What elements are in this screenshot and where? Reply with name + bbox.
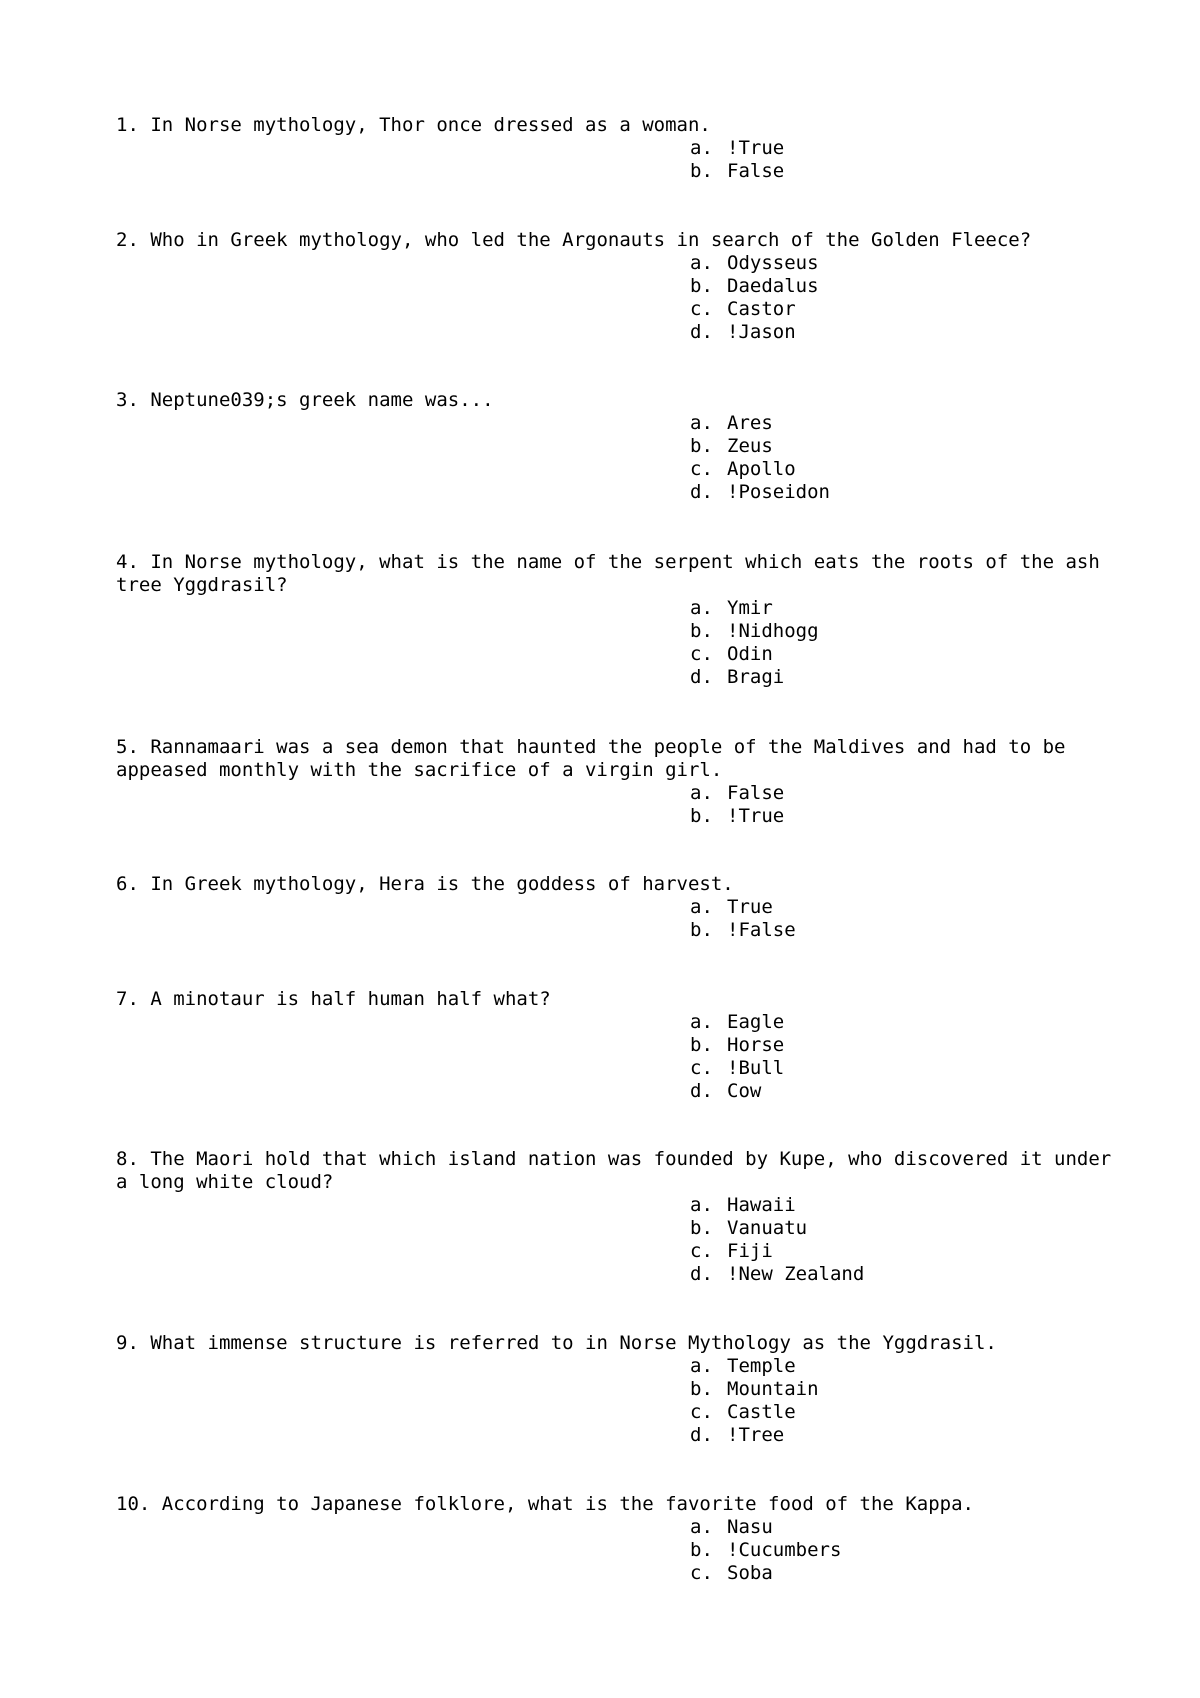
option-letter: b.	[690, 1539, 713, 1561]
option-text: Castor	[727, 298, 796, 320]
question-3	[116, 389, 1116, 504]
option-letter: b.	[690, 1034, 713, 1056]
answer-option	[690, 1401, 1116, 1424]
option-text: Daedalus	[727, 275, 819, 297]
question-6	[116, 873, 1116, 942]
option-letter: a.	[690, 137, 713, 159]
answer-option	[690, 1562, 1116, 1585]
question-text	[116, 551, 1116, 597]
option-letter: d.	[690, 1424, 713, 1446]
answer-option	[690, 298, 1116, 321]
answer-option	[690, 1194, 1116, 1217]
option-letter: b.	[690, 435, 713, 457]
option-letter: c.	[690, 1057, 713, 1079]
question-number: 4.	[116, 551, 139, 573]
question-4	[116, 551, 1116, 689]
option-letter: b.	[690, 160, 713, 182]
answer-option	[690, 435, 1116, 458]
question-text	[116, 229, 1116, 252]
option-text: Castle	[727, 1401, 796, 1423]
question-number: 9.	[116, 1332, 139, 1354]
option-text: Apollo	[727, 458, 796, 480]
option-letter: c.	[690, 643, 713, 665]
question-number: 3.	[116, 389, 139, 411]
question-body: According to Japanese folklore, what is the favorite food of the Kappa.	[161, 1493, 974, 1515]
option-text: Mountain	[727, 1378, 819, 1400]
answer-option	[690, 1240, 1116, 1263]
answer-option	[690, 643, 1116, 666]
answer-option	[690, 1217, 1116, 1240]
answer-option	[690, 620, 1116, 643]
option-text: !Bull	[727, 1057, 785, 1079]
option-text: Eagle	[727, 1011, 785, 1033]
option-text: Bragi	[727, 666, 785, 688]
answer-option	[690, 1034, 1116, 1057]
question-text	[116, 1332, 1116, 1355]
option-text: Fiji	[727, 1240, 773, 1262]
question-8	[116, 1148, 1123, 1286]
option-text: Soba	[727, 1562, 773, 1584]
question-text	[116, 736, 1116, 782]
option-letter: b.	[690, 805, 713, 827]
answer-option	[690, 782, 1116, 805]
option-letter: b.	[690, 1378, 713, 1400]
question-text	[116, 114, 1116, 137]
option-letter: b.	[690, 1217, 713, 1239]
answer-options	[690, 1194, 1116, 1286]
question-9	[116, 1332, 1116, 1447]
option-letter: c.	[690, 1401, 713, 1423]
question-text	[116, 389, 1116, 412]
question-body: In Greek mythology, Hera is the goddess of harvest.	[150, 873, 734, 895]
option-letter: b.	[690, 275, 713, 297]
question-10	[116, 1493, 1116, 1585]
option-text: !True	[727, 137, 785, 159]
answer-option	[690, 458, 1116, 481]
question-number: 7.	[116, 988, 139, 1010]
question-number: 6.	[116, 873, 139, 895]
answer-options	[690, 137, 1116, 183]
answer-options	[690, 896, 1116, 942]
answer-option	[690, 1011, 1116, 1034]
answer-option	[690, 1355, 1116, 1378]
question-body: The Maori hold that which island nation was founded by Kupe, who discovered it under a long white cloud?	[116, 1148, 1123, 1193]
option-letter: a.	[690, 1516, 713, 1538]
option-text: Hawaii	[727, 1194, 796, 1216]
option-letter: a.	[690, 252, 713, 274]
question-body: Neptune039;s greek name was...	[150, 389, 494, 411]
option-letter: c.	[690, 458, 713, 480]
answer-option	[690, 275, 1116, 298]
answer-option	[690, 137, 1116, 160]
option-letter: d.	[690, 321, 713, 343]
answer-option	[690, 481, 1116, 504]
option-text: Cow	[727, 1080, 762, 1102]
option-letter: a.	[690, 896, 713, 918]
answer-option	[690, 1516, 1116, 1539]
question-2	[116, 229, 1116, 344]
answer-option	[690, 1080, 1116, 1103]
answer-option	[690, 252, 1116, 275]
option-text: !Jason	[727, 321, 796, 343]
option-text: Ymir	[727, 597, 773, 619]
option-text: Ares	[727, 412, 773, 434]
question-body: In Norse mythology, Thor once dressed as a woman.	[150, 114, 711, 136]
question-7	[116, 988, 1116, 1103]
option-text: !False	[727, 919, 796, 941]
answer-option	[690, 160, 1116, 183]
option-letter: c.	[690, 298, 713, 320]
answer-options	[690, 782, 1116, 828]
answer-options	[690, 597, 1116, 689]
answer-option	[690, 597, 1116, 620]
question-number: 1.	[116, 114, 139, 136]
question-body: In Norse mythology, what is the name of the serpent which eats the roots of the ash tree Yggdrasil?	[116, 551, 1112, 596]
answer-option	[690, 1263, 1116, 1286]
answer-option	[690, 321, 1116, 344]
option-letter: c.	[690, 1562, 713, 1584]
option-letter: c.	[690, 1240, 713, 1262]
question-text	[116, 1148, 1123, 1194]
question-number: 5.	[116, 736, 139, 758]
answer-options	[690, 412, 1116, 504]
option-text: False	[727, 160, 785, 182]
answer-option	[690, 412, 1116, 435]
option-letter: d.	[690, 1263, 713, 1285]
option-letter: b.	[690, 620, 713, 642]
question-body: Who in Greek mythology, who led the Argonauts in search of the Golden Fleece?	[150, 229, 1032, 251]
option-letter: a.	[690, 597, 713, 619]
option-text: True	[727, 896, 773, 918]
option-letter: a.	[690, 412, 713, 434]
option-text: !True	[727, 805, 785, 827]
option-text: Odin	[727, 643, 773, 665]
question-1	[116, 114, 1116, 183]
question-text	[116, 988, 1116, 1011]
answer-option	[690, 919, 1116, 942]
answer-option	[690, 1539, 1116, 1562]
option-letter: d.	[690, 481, 713, 503]
option-text: Odysseus	[727, 252, 819, 274]
option-letter: a.	[690, 782, 713, 804]
option-text: False	[727, 782, 785, 804]
answer-options	[690, 1355, 1116, 1447]
option-letter: d.	[690, 1080, 713, 1102]
option-letter: d.	[690, 666, 713, 688]
answer-option	[690, 805, 1116, 828]
option-text: Nasu	[727, 1516, 773, 1538]
question-text	[116, 873, 1116, 896]
option-text: !Tree	[727, 1424, 785, 1446]
option-letter: b.	[690, 919, 713, 941]
question-body: Rannamaari was a sea demon that haunted the people of the Maldives and had to be appeased monthly with the sacrifice of a virgin girl.	[116, 736, 1077, 781]
option-letter: a.	[690, 1355, 713, 1377]
option-text: !Poseidon	[727, 481, 830, 503]
option-text: !New Zealand	[727, 1263, 865, 1285]
question-number: 8.	[116, 1148, 139, 1170]
answer-option	[690, 1057, 1116, 1080]
answer-options	[690, 1516, 1116, 1585]
option-text: Zeus	[727, 435, 773, 457]
option-text: !Nidhogg	[727, 620, 819, 642]
option-text: Horse	[727, 1034, 785, 1056]
question-text	[116, 1493, 1116, 1516]
question-body: What immense structure is referred to in Norse Mythology as the Yggdrasil.	[150, 1332, 997, 1354]
option-letter: a.	[690, 1011, 713, 1033]
answer-options	[690, 1011, 1116, 1103]
question-5	[116, 736, 1116, 828]
option-text: !Cucumbers	[727, 1539, 842, 1561]
question-number: 10.	[116, 1493, 151, 1515]
answer-option	[690, 1424, 1116, 1447]
answer-option	[690, 666, 1116, 689]
option-letter: a.	[690, 1194, 713, 1216]
question-body: A minotaur is half human half what?	[150, 988, 551, 1010]
option-text: Temple	[727, 1355, 796, 1377]
option-text: Vanuatu	[727, 1217, 808, 1239]
answer-option	[690, 1378, 1116, 1401]
answer-options	[690, 252, 1116, 344]
answer-option	[690, 896, 1116, 919]
question-number: 2.	[116, 229, 139, 251]
